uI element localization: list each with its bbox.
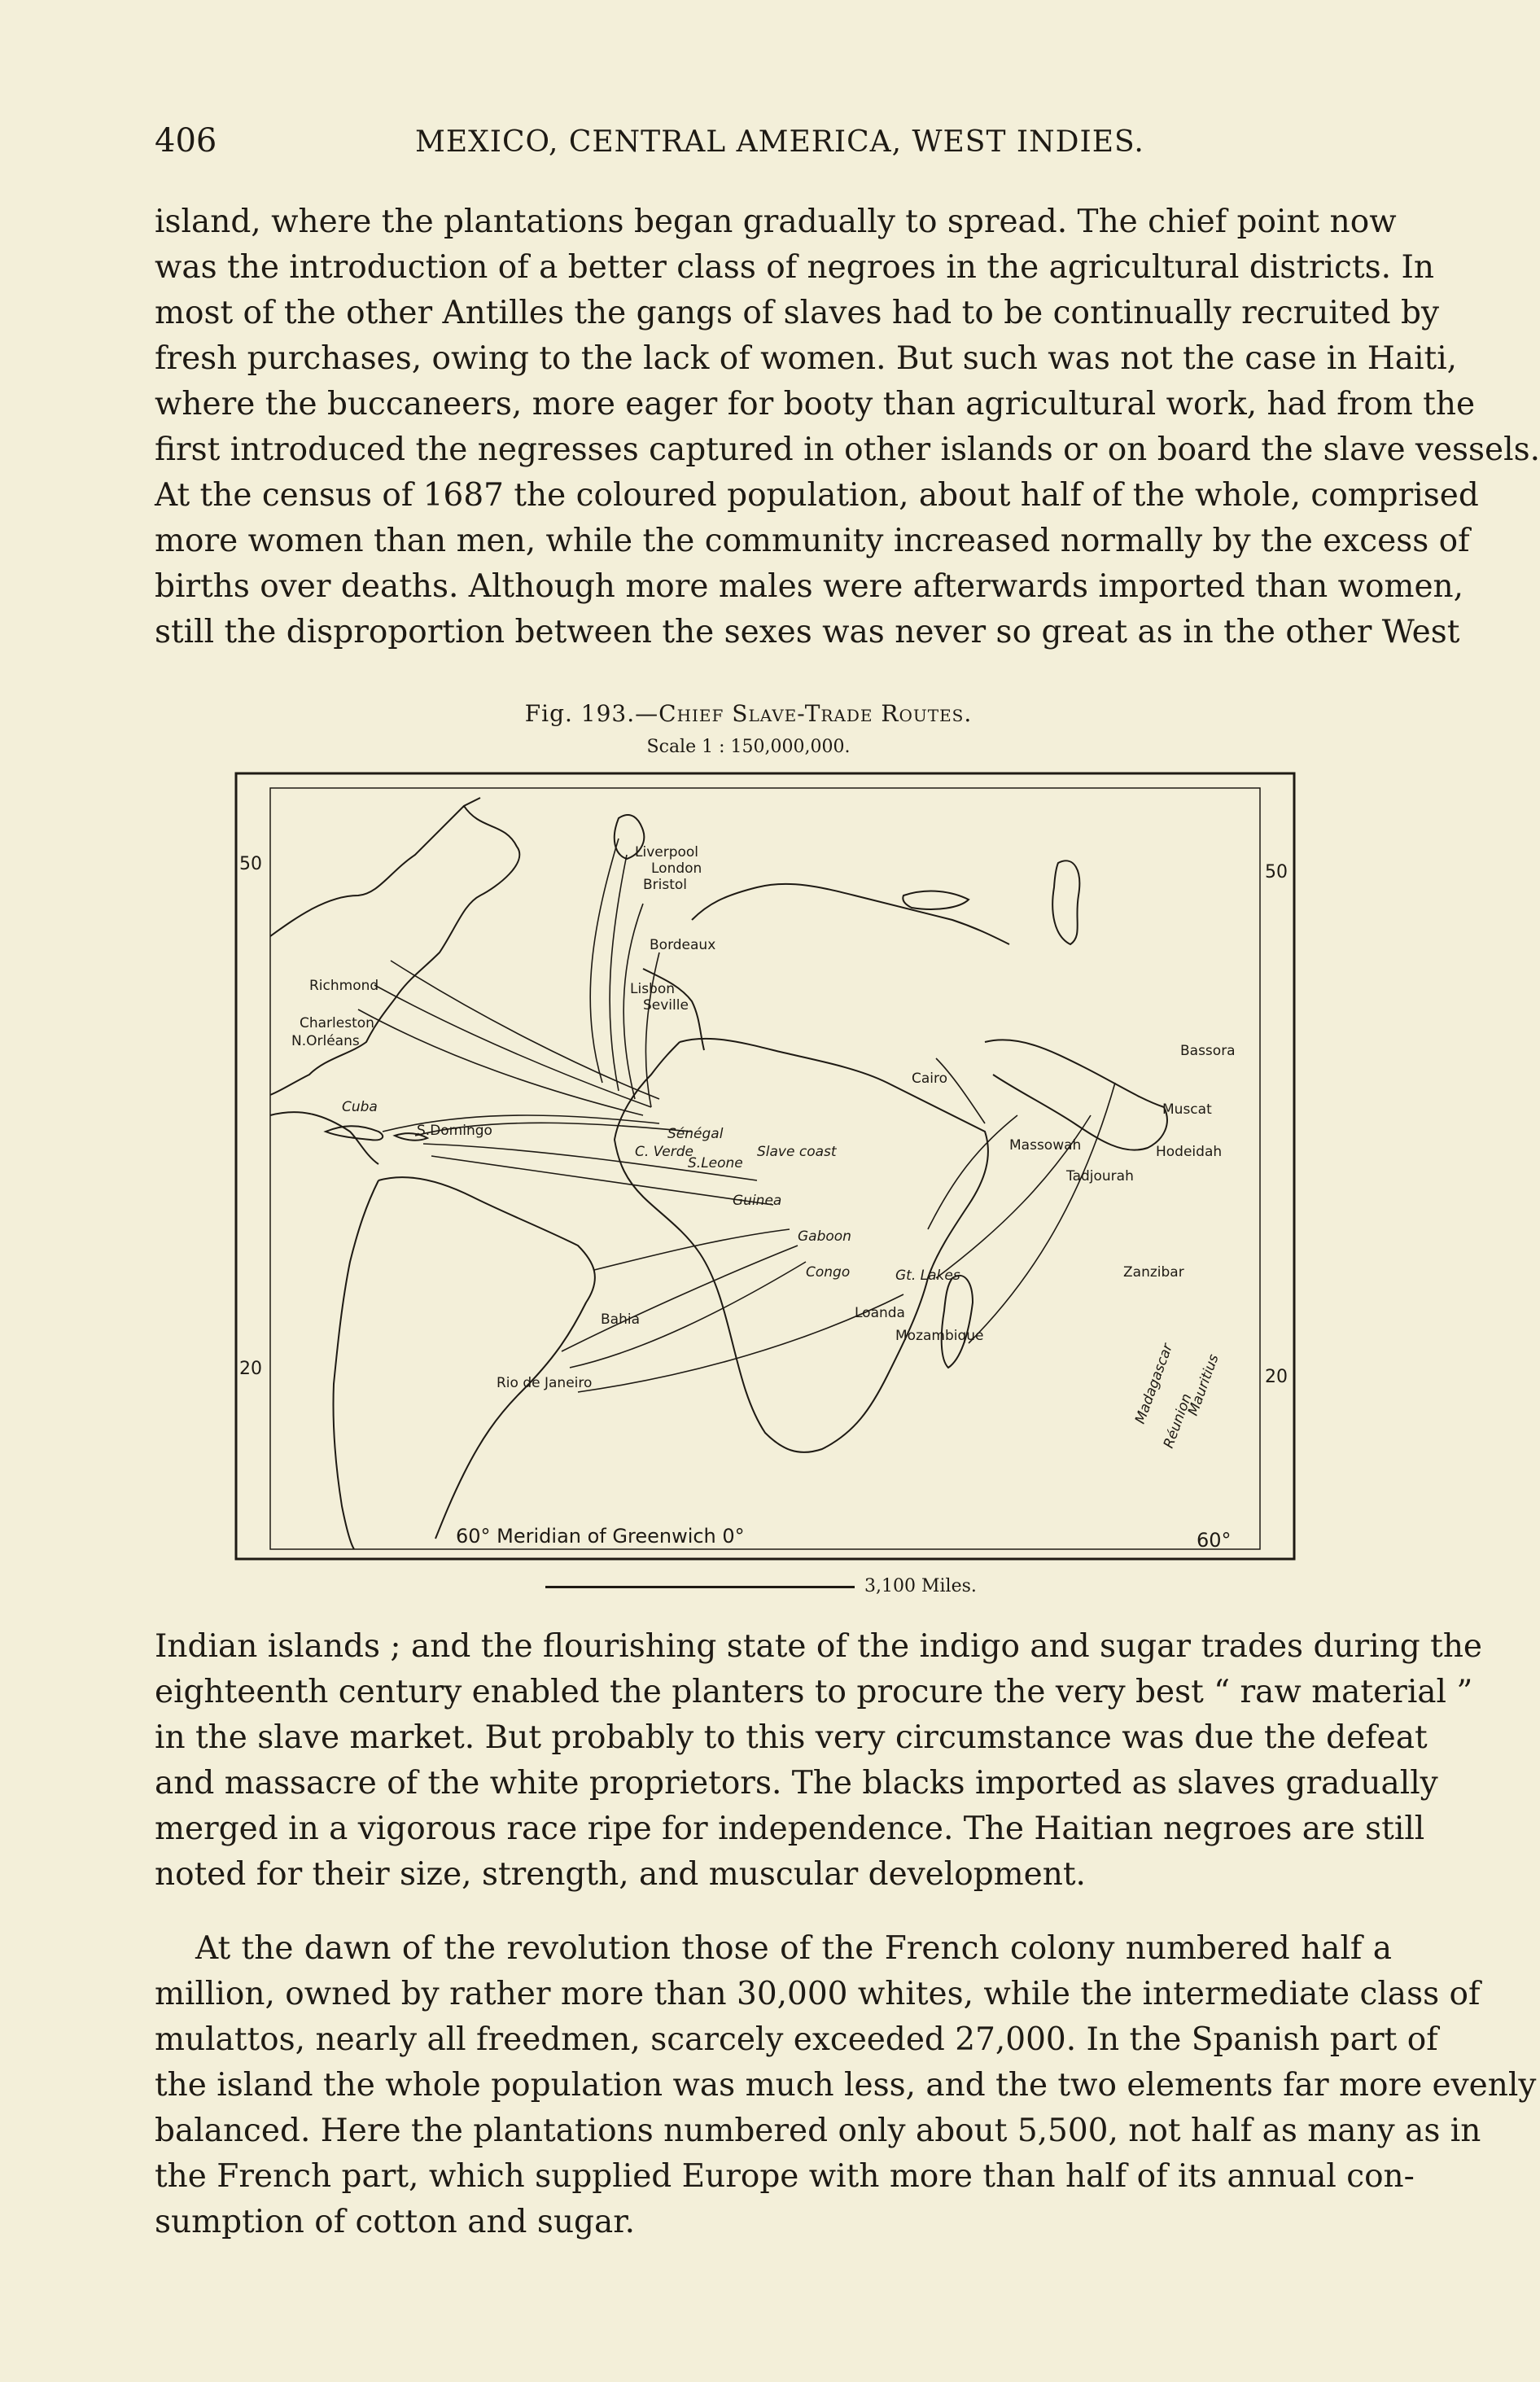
place-cairo: Cairo [912, 1071, 948, 1087]
text-line: and massacre of the white proprietors. The blacks imported as slaves gradually [155, 1765, 1438, 1802]
route-tadjourah-cairo [936, 1058, 985, 1123]
text-line: still the disproportion between the sexes was never so great as in the other West [155, 614, 1460, 650]
place-lakes: Gt. Lakes [895, 1268, 960, 1284]
lat-label-left-top: 50 [239, 854, 262, 874]
place-bassora: Bassora [1180, 1043, 1236, 1059]
arabia-coast [985, 1040, 1167, 1149]
text-line: mulattos, nearly all freedmen, scarcely exceeded 27,000. In the Spanish part of [155, 2021, 1438, 2058]
route-loanda-bahia [594, 1229, 790, 1270]
place-rio: Rio de Janeiro [497, 1375, 593, 1391]
place-mauritius: Mauritius [1184, 1352, 1223, 1418]
north-america-coast [270, 798, 519, 1095]
text-line: births over deaths. Although more males were afterwards imported than women, [155, 568, 1464, 605]
text-line: the island the whole population was much less, and the two elements far more evenly [155, 2067, 1537, 2104]
scale-bar-label: 3,100 Miles. [864, 1576, 977, 1596]
place-massowah: Massowah [1009, 1137, 1082, 1154]
route-africa-richmond [391, 961, 659, 1099]
place-slavecoast: Slave coast [757, 1144, 837, 1160]
route-loanda-rio [562, 1246, 798, 1351]
meridian-east-label: 60° [1197, 1529, 1232, 1552]
text-line: Indian islands ; and the flourishing state of the indigo and sugar trades during the [155, 1628, 1483, 1665]
figure-scale: Scale 1 : 150,000,000. [646, 737, 851, 757]
place-zanzibar: Zanzibar [1123, 1264, 1184, 1281]
place-norleans: N.Orléans [291, 1033, 360, 1049]
text-line: merged in a vigorous race ripe for independence. The Haitian negroes are still [155, 1811, 1425, 1847]
text-line: At the census of 1687 the coloured population, about half of the whole, comprised [155, 477, 1479, 514]
europe-coast [643, 884, 1009, 1050]
place-tadjourah: Tadjourah [1066, 1168, 1134, 1184]
place-mozambique: Mozambique [895, 1328, 984, 1344]
place-richmond: Richmond [309, 978, 379, 994]
place-liverpool: Liverpool [635, 844, 699, 860]
place-guinea: Guinea [733, 1193, 782, 1209]
text-line: noted for their size, strength, and muscular development. [155, 1856, 1086, 1893]
text-line: eighteenth century enabled the planters to procure the very best “ raw material ” [155, 1674, 1473, 1710]
meridian-label: 60° Meridian of Greenwich 0° [456, 1525, 745, 1548]
text-line: first introduced the negresses captured in other islands or on board the slave vessels. [155, 431, 1540, 468]
place-london: London [651, 860, 702, 877]
route-zanzibar-arabia [928, 1115, 1017, 1229]
place-muscat: Muscat [1162, 1101, 1212, 1118]
text-line: most of the other Antilles the gangs of slaves had to be continually recruited by [155, 295, 1440, 331]
africa-coast [615, 1039, 988, 1452]
place-hodeidah: Hodeidah [1156, 1144, 1223, 1160]
place-capverde: C. Verde [635, 1144, 694, 1160]
place-congo: Congo [806, 1264, 851, 1281]
lat-label-right-bottom: 20 [1265, 1367, 1288, 1387]
route-madagascar-bassora [969, 1083, 1115, 1343]
text-line: in the slave market. But probably to this very circumstance was due the defeat [155, 1719, 1428, 1756]
place-senegal: Sénégal [667, 1126, 724, 1142]
route-liverpool-africa [590, 839, 619, 1083]
page-number: 406 [155, 122, 217, 160]
place-madagascar: Madagascar [1131, 1341, 1176, 1426]
lat-label-right-top: 50 [1265, 862, 1288, 882]
place-charleston: Charleston [300, 1015, 374, 1031]
text-line: more women than men, while the community increased normally by the excess of [155, 523, 1470, 559]
place-bristol: Bristol [643, 877, 688, 893]
scale-bar-line [545, 1586, 855, 1588]
page-header [155, 122, 1392, 171]
place-loanda: Loanda [855, 1305, 905, 1321]
figure-caption [0, 700, 1497, 727]
map-outer-border [236, 773, 1294, 1559]
black-sea [903, 891, 969, 909]
south-america-coast [333, 1177, 594, 1549]
place-seville: Seville [643, 997, 689, 1014]
madagascar-island [942, 1276, 973, 1368]
coastlines [270, 798, 1167, 1549]
route-bordeaux-africa [623, 904, 643, 1099]
text-line: the French part, which supplied Europe with more than half of its annual con- [155, 2158, 1415, 2195]
place-gaboon: Gaboon [798, 1228, 851, 1245]
paragraph-2 [155, 1624, 1483, 1898]
place-reunion: Réunion [1160, 1391, 1196, 1451]
text-line: million, owned by rather more than 30,000 whites, while the intermediate class of [155, 1976, 1481, 2012]
text-line: At the dawn of the revolution those of the French colony numbered half a [195, 1930, 1392, 1967]
place-sdomingo: S.Domingo [417, 1123, 492, 1139]
lat-label-left-bottom: 20 [239, 1359, 262, 1379]
place-bordeaux: Bordeaux [650, 937, 716, 953]
route-bristol-africa [610, 855, 627, 1091]
place-cuba: Cuba [342, 1099, 378, 1115]
text-line: fresh purchases, owing to the lack of women. But such was not the case in Haiti, [155, 340, 1458, 377]
paragraph-1 [155, 199, 1540, 655]
running-title: MEXICO, CENTRAL AMERICA, WEST INDIES. [415, 125, 1144, 159]
place-lisbon: Lisbon [630, 981, 676, 997]
scale-bar [545, 1576, 977, 1600]
paragraph-3 [155, 1926, 1537, 2245]
figure-number: Fig. 193.— [524, 700, 659, 727]
text-line: balanced. Here the plantations numbered only about 5,500, not half as many as in [155, 2113, 1481, 2149]
caspian-sea [1052, 860, 1079, 944]
text-line: sumption of cotton and sugar. [155, 2204, 636, 2240]
cuba-island [326, 1126, 383, 1140]
trade-routes [358, 839, 1115, 1392]
place-bahia: Bahia [601, 1311, 640, 1328]
place-sierraleone: S.Leone [688, 1155, 743, 1171]
text-line: was the introduction of a better class of negroes in the agricultural districts. In [155, 249, 1434, 286]
figure-title: Chief Slave-Trade Routes. [658, 700, 973, 727]
text-line: where the buccaneers, more eager for booty than agricultural work, had from the [155, 386, 1476, 423]
slave-trade-map [236, 773, 1294, 1563]
text-line: island, where the plantations began gradually to spread. The chief point now [155, 204, 1397, 240]
